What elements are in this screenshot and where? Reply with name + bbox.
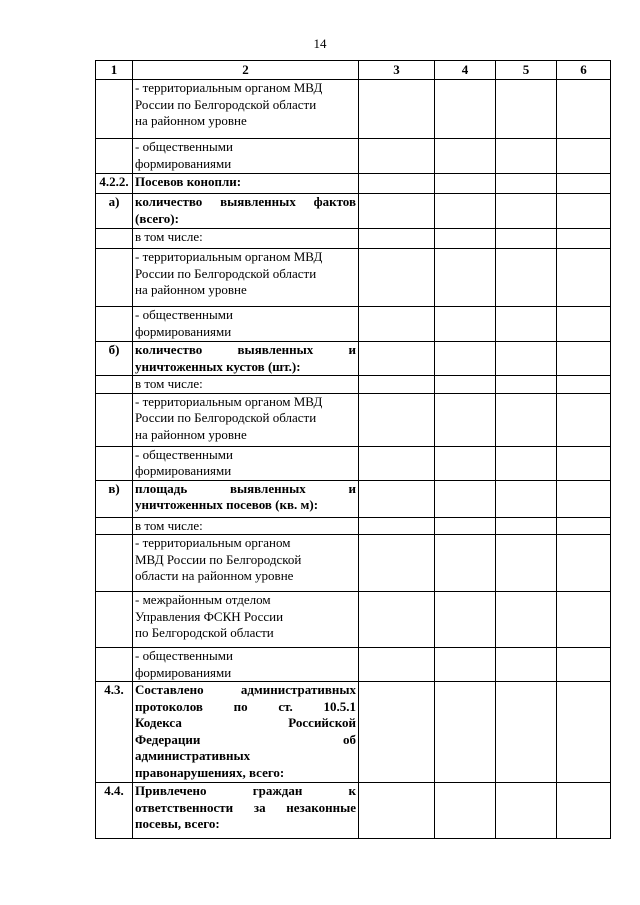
value-cell-col-5 [496, 535, 557, 592]
description-line: (всего): [135, 210, 179, 226]
value-cell-col-6 [557, 648, 611, 682]
table-row [96, 307, 611, 342]
value-cell-col-4 [435, 229, 496, 249]
description-line: на районном уровне [135, 113, 247, 128]
table-row [96, 249, 611, 307]
table-row [96, 682, 611, 783]
value-cell-col-5 [496, 194, 557, 229]
description-line: правонарушениях, всего: [135, 764, 285, 780]
description-line: в том числе: [135, 229, 203, 244]
row-number [96, 80, 133, 139]
value-cell-col-6 [557, 249, 611, 307]
row-number [96, 517, 133, 535]
description-line: в том числе: [135, 517, 203, 533]
description-line: Составлено административных [135, 682, 356, 697]
value-cell-col-5 [496, 393, 557, 446]
value-cell-col-3 [359, 376, 435, 394]
description-line: - общественными [135, 307, 233, 322]
table-row [96, 342, 611, 376]
value-cell-col-4 [435, 393, 496, 446]
value-cell-col-3 [359, 517, 435, 535]
description-line: уничтоженных кустов (шт.): [135, 358, 301, 374]
row-number: 4.4. [96, 783, 133, 839]
description-line: - территориальным органом МВД [135, 80, 323, 95]
value-cell-col-4 [435, 174, 496, 194]
value-cell-col-3 [359, 80, 435, 139]
table-row [96, 480, 611, 517]
value-cell-col-6 [557, 80, 611, 139]
description-line: МВД России по Белгородской [135, 551, 302, 567]
value-cell-col-6 [557, 783, 611, 839]
page-number: 14 [313, 36, 327, 51]
table-row [96, 139, 611, 174]
row-description [133, 342, 359, 376]
header-cell-1: 1 [96, 61, 133, 80]
row-description [133, 648, 359, 682]
description-line: протоколов по ст. 10.5.1 [135, 698, 356, 714]
description-line: формированиями [135, 463, 232, 478]
header-cell-6: 6 [557, 61, 611, 80]
description-line: по Белгородской области [135, 625, 274, 640]
row-number: 4.3. [96, 682, 133, 783]
value-cell-col-5 [496, 480, 557, 517]
value-cell-col-3 [359, 342, 435, 376]
header-cell-3: 3 [359, 61, 435, 80]
value-cell-col-5 [496, 682, 557, 783]
value-cell-col-5 [496, 376, 557, 394]
value-cell-col-3 [359, 393, 435, 446]
value-cell-col-6 [557, 307, 611, 342]
value-cell-col-3 [359, 535, 435, 592]
description-line: формированиями [135, 323, 232, 339]
value-cell-col-6 [557, 535, 611, 592]
report-table [95, 60, 611, 839]
value-cell-col-5 [496, 648, 557, 682]
row-number [96, 446, 133, 480]
description-line: Федерации об [135, 731, 356, 747]
value-cell-col-5 [496, 307, 557, 342]
value-cell-col-3 [359, 648, 435, 682]
row-description [133, 307, 359, 342]
row-number: а) [96, 194, 133, 229]
value-cell-col-5 [496, 174, 557, 194]
value-cell-col-3 [359, 174, 435, 194]
value-cell-col-3 [359, 682, 435, 783]
value-cell-col-6 [557, 480, 611, 517]
value-cell-col-4 [435, 783, 496, 839]
description-line: России по Белгородской области [135, 410, 317, 425]
value-cell-col-5 [496, 139, 557, 174]
row-description [133, 249, 359, 307]
value-cell-col-3 [359, 139, 435, 174]
description-line: площадь выявленных и [135, 480, 356, 496]
description-line: - территориальным органом МВД [135, 249, 323, 264]
row-description [133, 376, 359, 394]
value-cell-col-3 [359, 307, 435, 342]
table-row [96, 517, 611, 535]
value-cell-col-4 [435, 592, 496, 648]
value-cell-col-4 [435, 376, 496, 394]
description-line: Привлечено граждан к [135, 783, 356, 798]
row-number: 4.2.2. [96, 174, 133, 194]
description-line: - общественными [135, 648, 233, 663]
value-cell-col-5 [496, 446, 557, 480]
value-cell-col-6 [557, 194, 611, 229]
description-line: - общественными [135, 446, 233, 462]
value-cell-col-5 [496, 783, 557, 839]
value-cell-col-4 [435, 446, 496, 480]
value-cell-col-6 [557, 376, 611, 394]
description-line: уничтоженных посевов (кв. м): [135, 497, 319, 512]
value-cell-col-5 [496, 517, 557, 535]
value-cell-col-4 [435, 480, 496, 517]
row-number [96, 376, 133, 394]
value-cell-col-4 [435, 194, 496, 229]
value-cell-col-6 [557, 342, 611, 376]
row-description [133, 229, 359, 249]
value-cell-col-6 [557, 592, 611, 648]
row-description [133, 194, 359, 229]
row-number [96, 139, 133, 174]
row-description [133, 446, 359, 480]
table-row [96, 446, 611, 480]
value-cell-col-4 [435, 682, 496, 783]
row-description [133, 174, 359, 194]
value-cell-col-6 [557, 446, 611, 480]
value-cell-col-5 [496, 592, 557, 648]
row-number [96, 592, 133, 648]
table-row [96, 229, 611, 249]
row-description [133, 80, 359, 139]
description-line: - территориальным органом [135, 535, 291, 550]
table-row [96, 194, 611, 229]
row-description [133, 783, 359, 839]
value-cell-col-6 [557, 174, 611, 194]
description-line: административных [135, 748, 251, 763]
value-cell-col-3 [359, 249, 435, 307]
table-row [96, 648, 611, 682]
description-line: количество выявленных фактов [135, 194, 356, 209]
value-cell-col-5 [496, 80, 557, 139]
description-line: на районном уровне [135, 282, 247, 297]
header-cell-4: 4 [435, 61, 496, 80]
table-row [96, 174, 611, 194]
header-cell-5: 5 [496, 61, 557, 80]
value-cell-col-6 [557, 517, 611, 535]
value-cell-col-4 [435, 307, 496, 342]
value-cell-col-3 [359, 480, 435, 517]
description-line: России по Белгородской области [135, 96, 317, 112]
table-row [96, 592, 611, 648]
table-row [96, 393, 611, 446]
row-number [96, 393, 133, 446]
value-cell-col-3 [359, 229, 435, 249]
row-number [96, 229, 133, 249]
description-line: посевы, всего: [135, 816, 220, 831]
row-description [133, 682, 359, 783]
value-cell-col-3 [359, 194, 435, 229]
table-row [96, 80, 611, 139]
table-row [96, 376, 611, 394]
description-line: - межрайонным отделом [135, 592, 271, 607]
value-cell-col-3 [359, 783, 435, 839]
value-cell-col-4 [435, 342, 496, 376]
description-line: формированиями [135, 155, 232, 171]
description-line: - территориальным органом МВД [135, 393, 323, 409]
row-number: б) [96, 342, 133, 376]
description-line: России по Белгородской области [135, 265, 317, 281]
value-cell-col-3 [359, 592, 435, 648]
value-cell-col-6 [557, 393, 611, 446]
row-description [133, 592, 359, 648]
row-number [96, 535, 133, 592]
description-line: области на районном уровне [135, 568, 294, 583]
value-cell-col-4 [435, 249, 496, 307]
description-line: на районном уровне [135, 426, 247, 442]
row-number [96, 249, 133, 307]
value-cell-col-4 [435, 648, 496, 682]
row-description [133, 535, 359, 592]
row-description [133, 517, 359, 535]
row-number [96, 307, 133, 342]
header-cell-2: 2 [133, 61, 359, 80]
description-line: Посевов конопли: [135, 174, 242, 189]
description-line: формированиями [135, 664, 232, 680]
value-cell-col-6 [557, 229, 611, 249]
row-description [133, 393, 359, 446]
table-row [96, 783, 611, 839]
description-line: в том числе: [135, 376, 203, 391]
value-cell-col-6 [557, 139, 611, 174]
value-cell-col-4 [435, 535, 496, 592]
value-cell-col-4 [435, 80, 496, 139]
value-cell-col-3 [359, 446, 435, 480]
value-cell-col-5 [496, 229, 557, 249]
description-line: - общественными [135, 139, 233, 154]
value-cell-col-4 [435, 139, 496, 174]
value-cell-col-5 [496, 342, 557, 376]
row-number: в) [96, 480, 133, 517]
value-cell-col-4 [435, 517, 496, 535]
description-line: количество выявленных и [135, 342, 356, 357]
value-cell-col-5 [496, 249, 557, 307]
value-cell-col-6 [557, 682, 611, 783]
row-number [96, 648, 133, 682]
row-description [133, 139, 359, 174]
header-row [96, 61, 611, 80]
description-line: ответственности за незаконные [135, 799, 356, 815]
description-line: Кодекса Российской [135, 715, 356, 730]
row-description [133, 480, 359, 517]
description-line: Управления ФСКН России [135, 608, 284, 624]
table-row [96, 535, 611, 592]
